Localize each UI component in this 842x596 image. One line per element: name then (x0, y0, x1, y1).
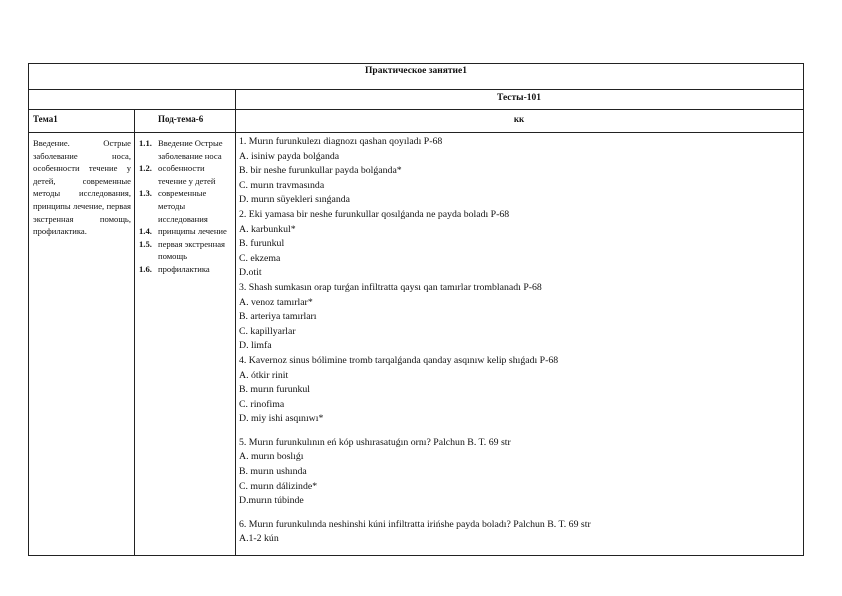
answer-option: D.otit (239, 267, 262, 279)
answer-option: C. ekzema (239, 252, 281, 264)
subtopic-item (139, 137, 235, 162)
answer-option: A. karbunkul* (239, 223, 296, 235)
answer-option: C. rinofima (239, 398, 285, 410)
row-divider-tests (28, 109, 804, 110)
answer-option: C. murın travmasında (239, 179, 325, 191)
tests-heading: Тесты-101 (496, 93, 542, 103)
answer-option: D. limfa (239, 340, 272, 352)
subtopic-item (139, 238, 235, 263)
answer-option: C. murın dálizinde* (239, 480, 318, 492)
subtopic-item (139, 263, 235, 276)
subtopic-number: 1.6. (139, 263, 152, 274)
column-divider-1 (134, 109, 135, 556)
subtopic-text: особенности течение у детей (158, 163, 216, 186)
answer-option: D. murın süyekleri sınǵanda (239, 194, 351, 206)
question-text: 2. Eki yamasa bir neshe furunkullar qosılǵanda ne payda boladı P-68 (239, 208, 510, 220)
answer-option: B. arteriya tamırları (239, 311, 317, 323)
subtopic-item (139, 225, 235, 238)
header-topic: Тема1 (33, 114, 58, 124)
answer-option: A. ótkir rinit (239, 369, 289, 381)
question-text: 6. Murın furunkulında neshinshi kúni infiltratta irińshe payda boladı? Palchun B. T. 69 str (239, 518, 591, 530)
subtopic-item (139, 187, 235, 225)
subtopic-list (139, 137, 235, 276)
subtopic-number: 1.4. (139, 226, 152, 237)
header-questions: кк (513, 114, 525, 124)
answer-option: A. venoz tamırlar* (239, 296, 313, 308)
subtopic-number: 1.3. (139, 188, 152, 199)
column-divider-2 (235, 89, 236, 556)
question-text: 5. Murın furunkulının eń kóp ushırasatuǵın ornı? Palchun B. T. 69 str (239, 436, 511, 448)
subtopic-number: 1.1. (139, 138, 152, 148)
answer-option: B. furunkul (239, 238, 285, 250)
subtopic-text: современные методы исследования (158, 188, 208, 224)
spacer (239, 509, 799, 518)
page-title: Практическое занятие1 (365, 66, 467, 76)
subtopic-number: 1.5. (139, 238, 152, 249)
question-list (239, 135, 799, 547)
answer-option: C. kapillyarlar (239, 325, 296, 337)
subtopic-text: принципы лечение (158, 226, 227, 237)
subtopic-text: профилактика (158, 263, 210, 274)
question-text: 3. Shash sumkasın orap turǵan infiltratta qaysı qan tamırlar tromblanadı P-68 (239, 281, 542, 293)
header-subtopic: Под-тема-6 (158, 114, 204, 124)
question-text: 4. Kavernoz sinus bólimine tromb tarqalǵanda qanday asqınıw kelip shıǵadı P-68 (239, 354, 559, 366)
row-divider-title (28, 89, 804, 90)
answer-option: A. isiniw payda bolǵanda (239, 150, 340, 162)
answer-option: D. miy ishi asqınıwı* (239, 413, 324, 425)
answer-option: B. bir neshe furunkullar payda bolǵanda* (239, 165, 402, 177)
answer-option: B. murın furunkul (239, 384, 311, 396)
subtopic-text: Введение Острые заболевание носа (158, 138, 223, 161)
subtopic-number: 1.2. (139, 163, 152, 174)
answer-option: D.murın túbinde (239, 495, 304, 507)
row-divider-header (28, 132, 804, 133)
answer-option: B. murın ushında (239, 466, 307, 478)
question-text: 1. Murın furunkulezı diagnozı qashan qoyıladı P-68 (239, 136, 443, 147)
spacer (239, 427, 799, 436)
subtopic-text: первая экстренная помощь (158, 238, 225, 262)
answer-option: A.1-2 kún (239, 533, 279, 545)
answer-option: A. murın boslıǵı (239, 451, 304, 463)
topic-text: Введение. Острые заболевание носа, особенности течение у детей, современные методы исследования, принципы лечение, первая экстренная помощь, профилактика. (33, 138, 131, 237)
subtopic-item (139, 162, 235, 187)
